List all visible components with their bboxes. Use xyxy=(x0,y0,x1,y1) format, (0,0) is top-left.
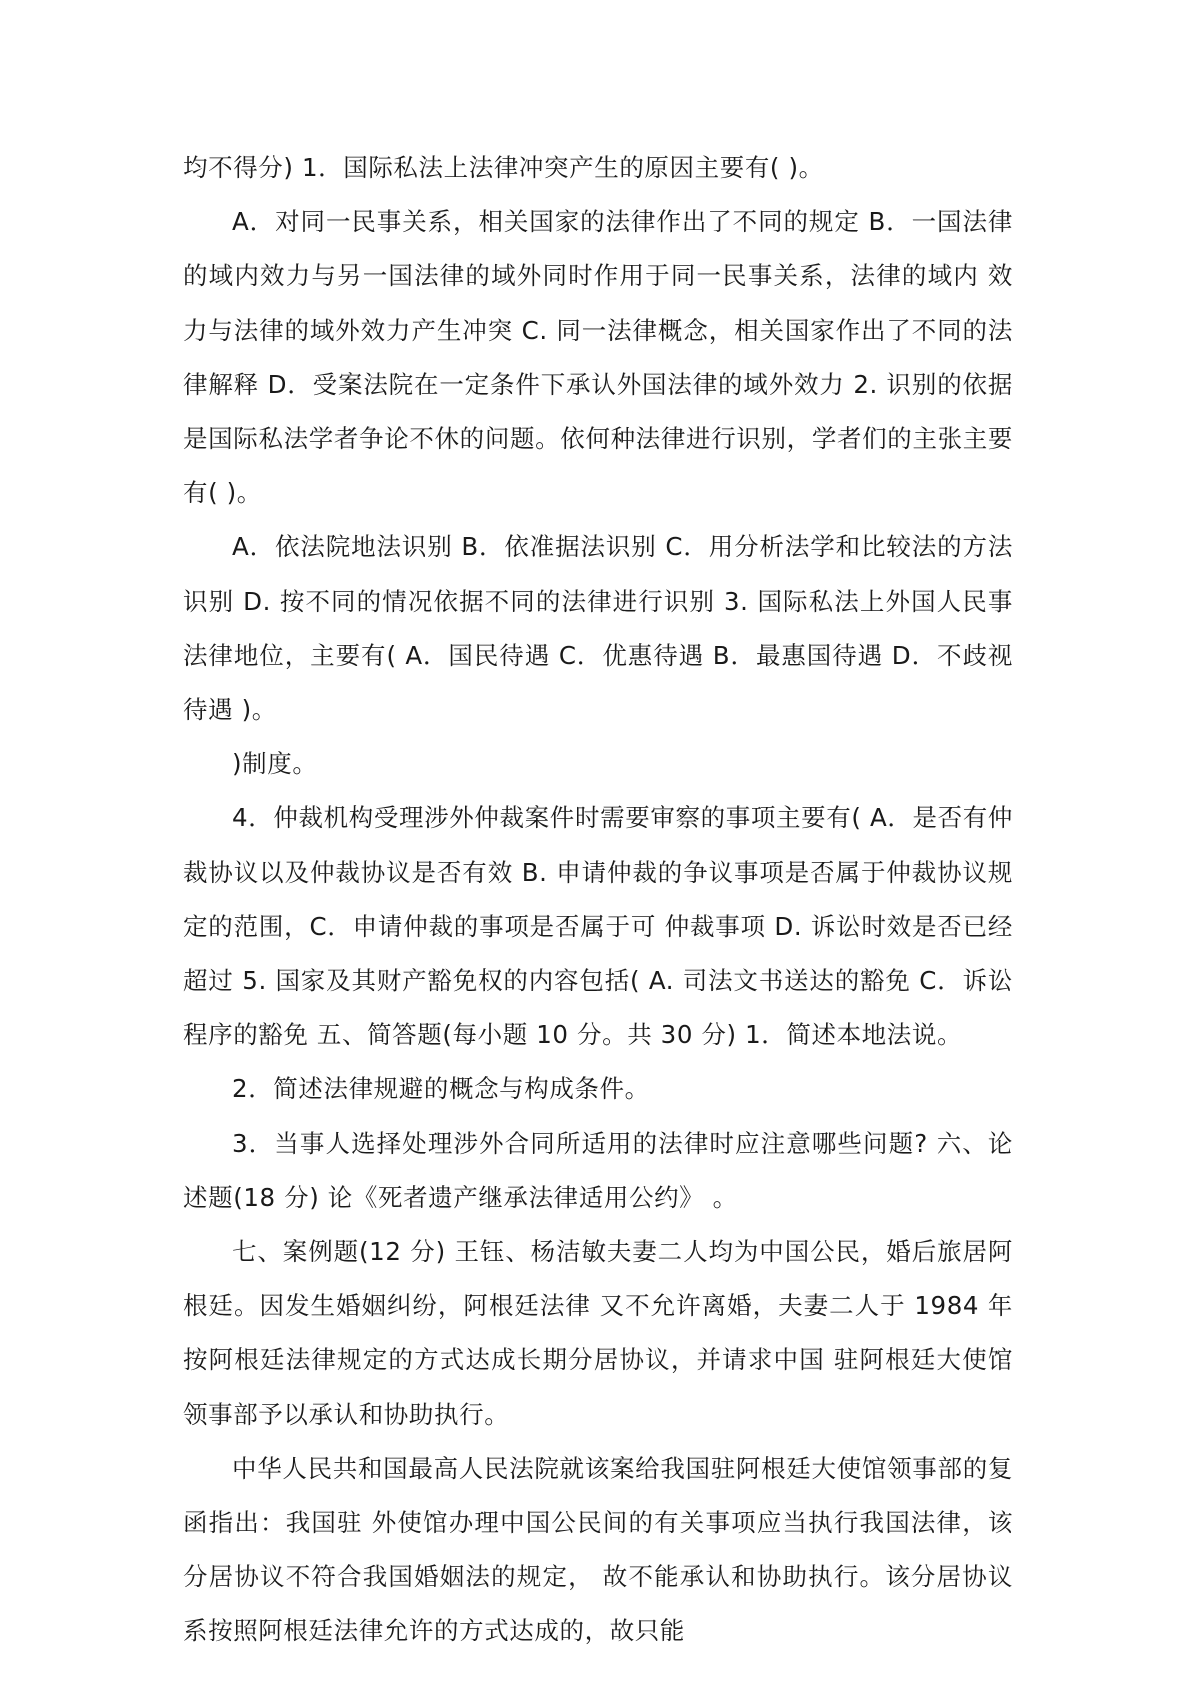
paragraph-1: 均不得分) 1．国际私法上法律冲突产生的原因主要有( )。 xyxy=(183,153,824,182)
paragraph-5: 4．仲裁机构受理涉外仲裁案件时需要审察的事项主要有( A．是否有仲裁协议以及仲裁协议是否有效 B. 申请仲裁的争议事项是否属于仲裁协议规定的范围，C．申请仲裁的事项是否属于可 仲裁事项 D. 诉讼时效是否已经超过 5. 国家及其财产豁免权的内容包括( A. 司法文书送达的豁免 C．诉讼程序的豁免 五、简答题(每小题 10 分。共 30 分) 1．简述本地法说。 xyxy=(183,803,1013,1050)
paragraph-4: )制度。 xyxy=(232,749,318,779)
paragraph-6: 2．简述法律规避的概念与构成条件。 xyxy=(232,1074,650,1104)
paragraph-8: 七、案例题(12 分) 王钰、杨洁敏夫妻二人均为中国公民，婚后旅居阿根廷。因发生婚姻纠纷，阿根廷法律 又不允许离婚，夫妻二人于 1984 年按阿根廷法律规定的方式达成长期分居协议，并请求中国 驻阿根廷大使馆领事部予以承认和协助执行。 xyxy=(183,1237,1013,1429)
document-body xyxy=(183,141,1013,1659)
paragraph-9: 中华人民共和国最高人民法院就该案给我国驻阿根廷大使馆领事部的复函指出：我国驻 外使馆办理中国公民间的有关事项应当执行我国法律，该分居协议不符合我国婚姻法的规定， 故不能承认和协助执行。该分居协议系按照阿根廷法律允许的方式达成的，故只能 xyxy=(183,1453,1013,1646)
paragraph-7: 3．当事人选择处理涉外合同所适用的法律时应注意哪些问题? 六、论述题(18 分) 论《死者遗产继承法律适用公约》 。 xyxy=(183,1128,1013,1212)
paragraph-3: A．依法院地法识别 B．依准据法识别 C．用分析法学和比较法的方法识别 D. 按不同的情况依据不同的法律进行识别 3. 国际私法上外国人民事法律地位，主要有( A．国民待遇 C．优惠待遇 B．最惠国待遇 D．不歧视待遇 )。 xyxy=(183,532,1013,725)
paragraph-2: A．对同一民事关系，相关国家的法律作出了不同的规定 B．一国法律的域内效力与另一国法律的域外同时作用于同一民事关系，法律的域内 效 力与法律的域外效力产生冲突 C. 同一法律概念，相关国家作出了不同的法律解释 D．受案法院在一定条件下承认外国法律的域外效力 2. 识别的依据是国际私法学者争论不休的问题。依何种法律进行识别，学者们的主张主要 有( )。 xyxy=(183,207,1013,508)
